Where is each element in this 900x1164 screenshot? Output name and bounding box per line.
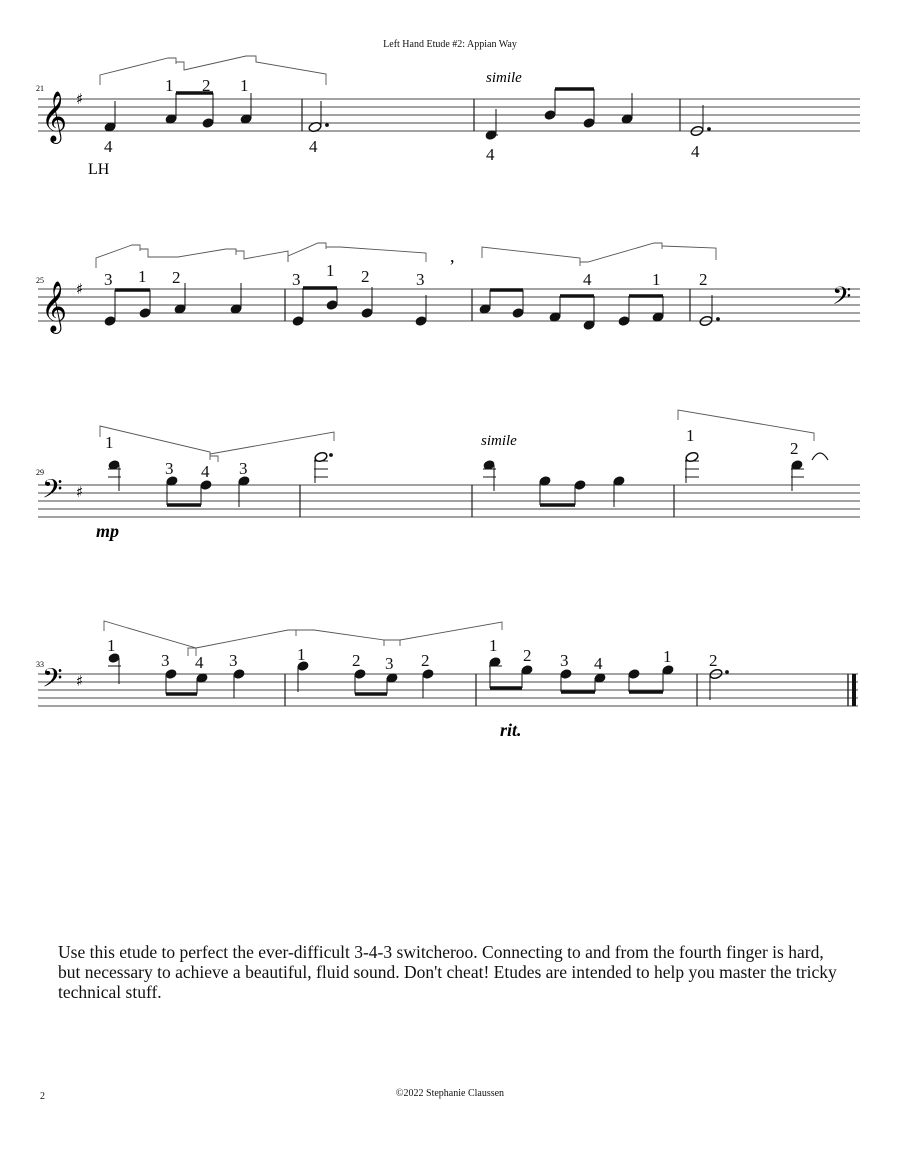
fingering: 3 xyxy=(229,651,238,670)
fingering: 2 xyxy=(361,267,370,286)
fingering: 4 xyxy=(195,653,204,672)
notes xyxy=(104,283,719,330)
staff-lines xyxy=(38,289,860,321)
fingering: 1 xyxy=(240,76,249,95)
fingering: 1 xyxy=(165,76,174,95)
fingering: 3 xyxy=(416,270,425,289)
fingering: 3 xyxy=(239,459,248,478)
system-3 xyxy=(36,410,860,541)
dynamic-marking: mp xyxy=(96,521,120,541)
fingering: 1 xyxy=(105,433,114,452)
key-signature-sharp: ♯ xyxy=(76,280,84,298)
measure-number: 29 xyxy=(36,468,44,477)
position-brackets xyxy=(100,56,326,85)
fingerings xyxy=(107,636,718,673)
measure-number: 21 xyxy=(36,84,44,93)
copyright-footer: ©2022 Stephanie Claussen xyxy=(395,1088,505,1099)
fingering: 4 xyxy=(486,145,495,164)
fingering: 3 xyxy=(385,654,394,673)
fingering: 3 xyxy=(161,651,170,670)
staff-lines xyxy=(38,99,860,131)
treble-clef: 𝄞 xyxy=(41,91,68,142)
measure-number: 25 xyxy=(36,276,44,285)
simile-marking: simile xyxy=(481,433,517,449)
fingering: 3 xyxy=(560,651,569,670)
fingering: 1 xyxy=(663,647,672,666)
fingering: 1 xyxy=(138,267,147,286)
fingering: 2 xyxy=(790,439,799,458)
key-signature-sharp: ♯ xyxy=(76,672,84,690)
fingering: 1 xyxy=(107,636,116,655)
measure-number: 33 xyxy=(36,660,44,669)
fingering: 3 xyxy=(292,270,301,289)
notes xyxy=(108,451,804,507)
system-2 xyxy=(36,243,860,334)
position-brackets xyxy=(100,410,814,462)
fingering: 1 xyxy=(489,636,498,655)
fingering: 1 xyxy=(297,645,306,664)
simile-marking: simile xyxy=(486,70,522,86)
staff-lines xyxy=(38,674,858,706)
page-number: 2 xyxy=(40,1091,45,1102)
bass-clef-change: 𝄢 xyxy=(832,282,852,317)
fingering: 3 xyxy=(104,270,113,289)
fingering: 1 xyxy=(652,270,661,289)
key-signature-sharp: ♯ xyxy=(76,483,84,501)
hand-label: LH xyxy=(88,161,110,178)
staff-lines xyxy=(38,485,860,517)
fingering: 4 xyxy=(583,270,592,289)
fingering: 2 xyxy=(352,651,361,670)
fingering: 4 xyxy=(594,654,603,673)
fingering: 1 xyxy=(326,261,335,280)
breath-mark: , xyxy=(450,246,455,266)
fingering: 4 xyxy=(201,462,210,481)
fingering: 1 xyxy=(686,426,695,445)
bass-clef: 𝄢 xyxy=(42,662,63,700)
key-signature-sharp: ♯ xyxy=(76,90,84,108)
fingerings xyxy=(104,76,700,164)
system-4 xyxy=(36,621,858,740)
fingering: 4 xyxy=(691,142,700,161)
bass-clef: 𝄢 xyxy=(42,473,63,511)
treble-clef: 𝄞 xyxy=(41,281,68,332)
fermata xyxy=(812,453,828,460)
fingering: 4 xyxy=(104,137,113,156)
fingering: 2 xyxy=(421,651,430,670)
fingering: 2 xyxy=(172,268,181,287)
fingering: 2 xyxy=(699,270,708,289)
page-title: Left Hand Etude #2: Appian Way xyxy=(383,39,517,50)
position-brackets xyxy=(96,243,716,268)
fingering: 2 xyxy=(202,76,211,95)
system-1 xyxy=(36,56,860,178)
fingering: 4 xyxy=(309,137,318,156)
fingering: 2 xyxy=(709,651,718,670)
etude-description: Use this etude to perfect the ever-difficult 3-4-3 switcheroo. Connecting to and from the fourth finger is hard, but necessary to achieve a beautiful, fluid sound. Don't cheat! Etudes are intended to help you master the tricky technical stuff. xyxy=(58,942,837,1002)
fingering: 2 xyxy=(523,646,532,665)
tempo-marking: rit. xyxy=(500,720,522,740)
fingering: 3 xyxy=(165,459,174,478)
fingerings xyxy=(104,261,708,289)
